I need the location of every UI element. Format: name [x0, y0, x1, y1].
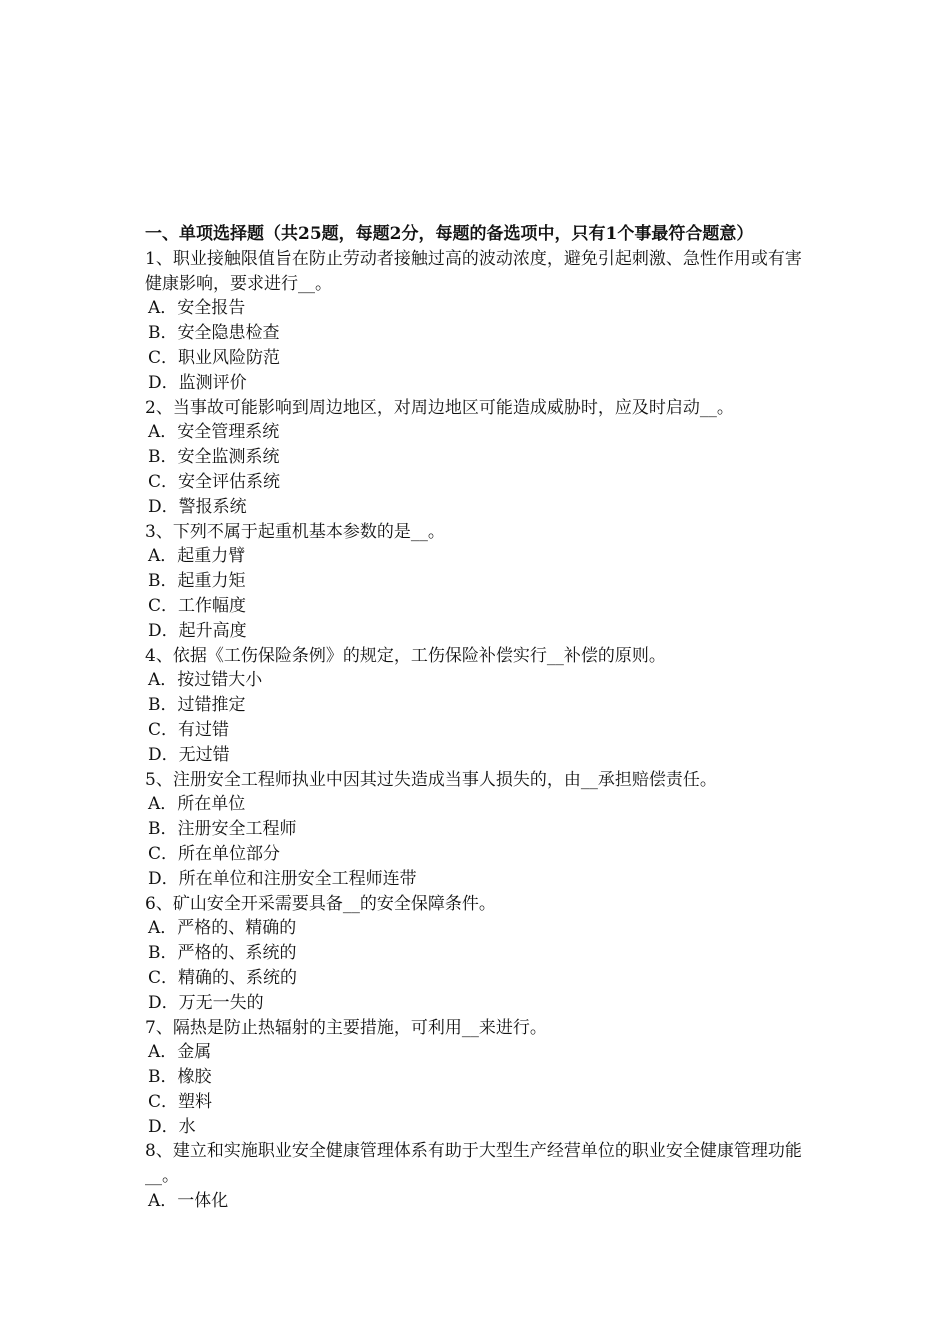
question-8 [145, 1139, 815, 1213]
option-c: C．有过错 [148, 719, 230, 740]
option-a: A．所在单位 [148, 794, 246, 815]
option-c: C．所在单位部分 [148, 843, 281, 864]
question-stem: 4、依据《工伤保险条例》的规定，工伤保险补偿实行__补偿的原则。 [145, 645, 666, 666]
question-3 [145, 520, 815, 644]
question-stem: 7、隔热是防止热辐射的主要措施，可利用__来进行。 [145, 1017, 547, 1038]
option-a: A．一体化 [148, 1191, 229, 1212]
question-4 [145, 644, 815, 768]
question-6 [145, 892, 815, 1016]
option-a: A．按过错大小 [148, 670, 263, 691]
document-body [145, 222, 815, 1214]
question-stem: 8、建立和实施职业安全健康管理体系有助于大型生产经营单位的职业安全健康管理功能__。 [145, 1141, 802, 1187]
section-heading: 一、单项选择题（共25题，每题2分，每题的备选项中，只有1个事最符合题意） [145, 224, 754, 244]
question-stem: 6、矿山安全开采需要具备__的安全保障条件。 [145, 893, 496, 914]
option-d: D．警报系统 [148, 496, 247, 517]
option-b: B．安全监测系统 [148, 447, 280, 468]
question-stem: 1、职业接触限值旨在防止劳动者接触过高的波动浓度，避免引起刺激、急性作用或有害健康影响，要求进行__。 [145, 248, 802, 294]
option-a: A．起重力臂 [148, 546, 246, 567]
option-c: C．工作幅度 [148, 595, 247, 616]
question-7 [145, 1016, 815, 1140]
option-d: D．监测评价 [148, 372, 247, 393]
option-d: D．所在单位和注册安全工程师连带 [148, 868, 417, 889]
question-5 [145, 768, 815, 892]
option-b: B．起重力矩 [148, 571, 246, 592]
option-b: B．严格的、系统的 [148, 943, 297, 964]
question-stem: 3、下列不属于起重机基本参数的是__。 [145, 521, 445, 542]
option-a: A．安全管理系统 [148, 422, 280, 443]
option-b: B．橡胶 [148, 1067, 212, 1088]
question-1 [145, 247, 815, 396]
option-d: D．水 [148, 1116, 196, 1137]
option-d: D．万无一失的 [148, 992, 264, 1013]
question-stem: 5、注册安全工程师执业中因其过失造成当事人损失的，由__承担赔偿责任。 [145, 769, 717, 790]
option-a: A．安全报告 [148, 298, 246, 319]
question-stem: 2、当事故可能影响到周边地区，对周边地区可能造成威胁时，应及时启动__。 [145, 397, 734, 418]
option-b: B．过错推定 [148, 695, 246, 716]
option-a: A．金属 [148, 1042, 212, 1063]
option-c: C．职业风险防范 [148, 347, 281, 368]
option-c: C．精确的、系统的 [148, 967, 298, 988]
option-a: A．严格的、精确的 [148, 918, 297, 939]
option-c: C．塑料 [148, 1091, 213, 1112]
option-d: D．起升高度 [148, 620, 247, 641]
option-b: B．安全隐患检查 [148, 323, 280, 344]
option-c: C．安全评估系统 [148, 471, 281, 492]
question-2 [145, 396, 815, 520]
option-b: B．注册安全工程师 [148, 819, 297, 840]
option-d: D．无过错 [148, 744, 230, 765]
